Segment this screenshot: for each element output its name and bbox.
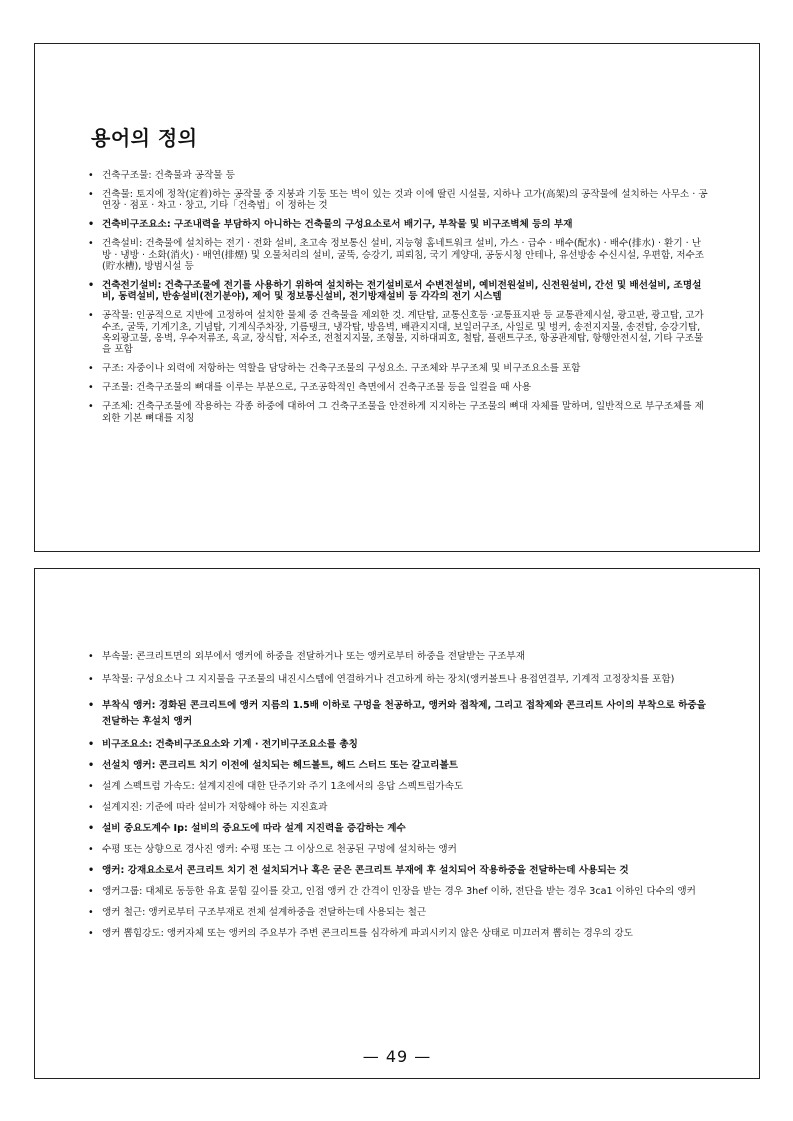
slide-definitions-1 <box>34 43 760 552</box>
list-item: • 설계 스펙트럼 가속도: 설계지진에 대한 단주기와 주기 1초에서의 응답 스펙트럼가속도 <box>88 781 708 792</box>
list-item: • 건축전기설비: 건축구조물에 전기를 사용하기 위하여 설치하는 전기설비로서 수변전설비, 예비전원설비, 신전원설비, 간선 및 배선설비, 조명설비, 동력설비, 반송설비(전기분야), 제어 및 정보통신설비, 전기방재설비 등 각각의 전기 시스템 <box>88 280 708 303</box>
slide-definitions-2 <box>34 568 760 1079</box>
page-number: — 49 — <box>362 1047 432 1066</box>
list-item: • 앵커 뽑힘강도: 앵커자체 또는 앵커의 주요부가 주변 콘크리트를 심각하게 파괴시키지 않은 상태로 미끄러져 뽑히는 경우의 강도 <box>88 928 708 939</box>
list-item: • 앵커그룹: 대체로 동등한 유효 묻힘 깊이를 갖고, 인접 앵커 간 간격이 인장을 받는 경우 3hef 이하, 전단을 받는 경우 3ca1 이하인 다수의 앵커 <box>88 886 708 897</box>
list-item: • 부속물: 콘크리트면의 외부에서 앵커에 하중을 전달하거나 또는 앵커로부터 하중을 전달받는 구조부재 <box>88 651 708 662</box>
definition-list <box>88 170 708 431</box>
list-item: • 부착식 앵커: 경화된 콘크리트에 앵커 지름의 1.5배 이하로 구멍을 천공하고, 앵커와 접착제, 그리고 접착제와 콘크리트 사이의 부착으로 하중을 전달하는 후설치 앵커 <box>88 698 708 730</box>
list-item: • 건축물: 토지에 정착(定着)하는 공작물 중 지붕과 기둥 또는 벽이 있는 것과 이에 딸린 시설물, 지하나 고가(高架)의 공작물에 설치하는 사무소 · 공연장 · 점포 · 차고 · 창고, 기타「건축법」이 정하는 것 <box>88 189 708 212</box>
list-item: • 설계지진: 기준에 따라 설비가 저항해야 하는 지진효과 <box>88 802 708 813</box>
list-item: • 건축비구조요소: 구조내력을 부담하지 아니하는 건축물의 구성요소로서 배기구, 부착물 및 비구조벽체 등의 부재 <box>88 219 708 230</box>
list-item: • 비구조요소: 건축비구조요소와 기계 · 전기비구조요소를 총칭 <box>88 739 708 750</box>
definition-list <box>88 651 708 949</box>
list-item: • 구조체: 건축구조물에 작용하는 각종 하중에 대하여 그 건축구조물을 안전하게 지지하는 구조물의 뼈대 자체를 말하며, 일반적으로 부구조체를 제외한 기본 뼈대를 지칭 <box>88 401 708 424</box>
list-item: • 구조물: 건축구조물의 뼈대를 이루는 부분으로, 구조공학적인 측면에서 건축구조물 등을 일컬을 때 사용 <box>88 382 708 393</box>
list-item: • 건축설비: 건축물에 설치하는 전기 · 전화 설비, 초고속 정보통신 설비, 지능형 홈네트워크 설비, 가스 · 급수 · 배수(配水) · 배수(排水) · 환기 · 난방 · 냉방 · 소화(消火) · 배연(排煙) 및 오물처리의 설비, 굴뚝, 승강기, 피뢰침, 국기 게양대, 공동시청 안테나, 유선방송 수신시설, 우편함, 저수조(貯水槽), 방범시설 등 <box>88 238 708 272</box>
list-item: • 건축구조물: 건축물과 공작물 등 <box>88 170 708 181</box>
list-item: • 앵커: 강재요소로서 콘크리트 치기 전 설치되거나 혹은 굳은 콘크리트 부재에 후 설치되어 작용하중을 전달하는데 사용되는 것 <box>88 865 708 876</box>
list-item: • 앵커 철근: 앵커로부터 구조부재로 전체 설계하중을 전달하는데 사용되는 철근 <box>88 907 708 918</box>
slide-title: 용어의 정의 <box>91 126 198 150</box>
list-item: • 선설치 앵커: 콘크리트 치기 이전에 설치되는 헤드볼트, 헤드 스터드 또는 갈고리볼트 <box>88 760 708 771</box>
list-item: • 설비 중요도계수 Ip: 설비의 중요도에 따라 설계 지진력을 증감하는 계수 <box>88 823 708 834</box>
list-item: • 수평 또는 상향으로 경사진 앵커: 수평 또는 그 이상으로 천공된 구멍에 설치하는 앵커 <box>88 844 708 855</box>
list-item: • 부착물: 구성요소나 그 지지물을 구조물의 내진시스템에 연결하거나 견고하게 하는 장치(앵커볼트나 용접연결부, 기계적 고정장치를 포함) <box>88 672 708 688</box>
list-item: • 공작물: 인공적으로 지반에 고정하여 설치한 물체 중 건축물을 제외한 것. 계단탑, 교통신호등 ·교통표지판 등 교통관제시설, 광고판, 광고탑, 고가수조, 굴뚝, 기계기초, 기념탑, 기계식주차장, 기름탱크, 냉각탑, 방음벽, 배관지지대, 보일러구조, 사일로 및 벙커, 송전지지물, 송전탑, 승강기탑, 옥외광고물, 옹벽, 우수저류조, 육교, 장식탑, 저수조, 전철지지물, 조형물, 지하대피호, 철탑, 플랜트구조, 항공관제탑, 항행안전시설, 기타 구조물을 포함 <box>88 310 708 356</box>
list-item: • 구조: 자중이나 외력에 저항하는 역할을 담당하는 건축구조물의 구성요소. 구조체와 부구조체 및 비구조요소를 포함 <box>88 363 708 374</box>
